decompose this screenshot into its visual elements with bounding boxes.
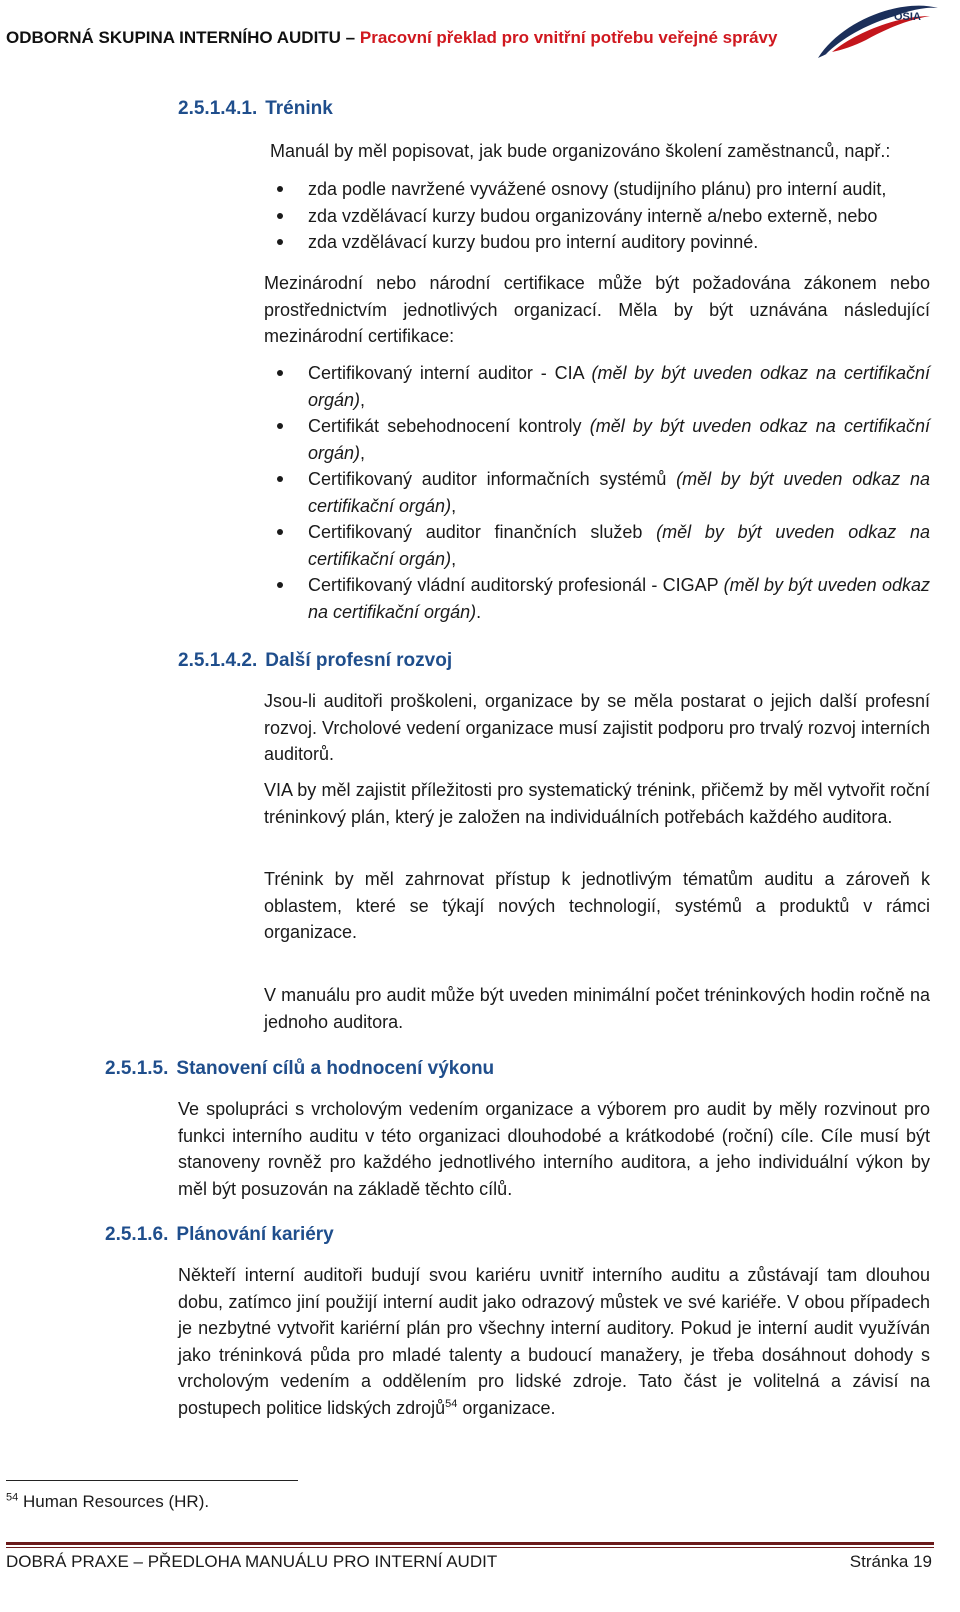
footer-rule: [6, 1542, 934, 1545]
footnote: [6, 1492, 209, 1512]
footer-rule-thin: [6, 1547, 934, 1548]
section-heading: [178, 650, 452, 672]
paragraph: Mezinárodní nebo národní certifikace může být požadována zákonem nebo prostřednictvím jednotlivých organizací. Měla by být uznávána následující mezinárodní certifikace:: [264, 273, 930, 346]
section-heading: [105, 1058, 494, 1080]
footnote-separator: [6, 1480, 298, 1481]
section-number: 2.5.1.6.: [105, 1224, 169, 1245]
page-header: [6, 28, 777, 48]
bullet-list: [268, 176, 930, 256]
footer-title: DOBRÁ PRAXE – PŘEDLOHA MANUÁLU PRO INTERNÍ AUDIT: [6, 1552, 498, 1571]
section-title: Plánování kariéry: [176, 1224, 334, 1245]
section-number: 2.5.1.4.2.: [178, 650, 258, 671]
page-number: Stránka 19: [849, 1552, 932, 1571]
footnote-number: 54: [6, 1491, 19, 1504]
list-item: Certifikát sebehodnocení kontroly (měl by být uveden odkaz na certifikační orgán),: [268, 413, 930, 466]
section-title: Další profesní rozvoj: [265, 650, 453, 671]
paragraph: V manuálu pro audit může být uveden minimální počet tréninkových hodin ročně na jednoho auditora.: [264, 985, 930, 1032]
section-heading: [105, 1224, 334, 1246]
paragraph: Ve spolupráci s vrcholovým vedením organizace a výborem pro audit by měly rozvinout pro funkci interního auditu v této organizaci dlouhodobé a krátkodobé (roční) cíle. Cíle musí být stanoveny rovněž pro každého jednotlivého interního auditora, a jeho individuální výkon by měl být posuzován na základě těchto cílů.: [178, 1099, 930, 1199]
list-item: Certifikovaný vládní auditorský profesionál - CIGAP (měl by být uveden odkaz na certifikační orgán).: [268, 572, 930, 625]
list-item: Certifikovaný interní auditor - CIA (měl by být uveden odkaz na certifikační orgán),: [268, 360, 930, 413]
footnote-ref[interactable]: 54: [445, 1397, 458, 1410]
header-org: ODBORNÁ SKUPINA INTERNÍHO AUDITU –: [6, 28, 356, 47]
footnote-text: Human Resources (HR).: [18, 1492, 210, 1511]
logo-text: OSIA: [894, 11, 921, 23]
section-number: 2.5.1.5.: [105, 1058, 169, 1079]
list-item: Certifikovaný auditor finančních služeb (měl by být uveden odkaz na certifikační orgán),: [268, 519, 930, 572]
paragraph: Někteří interní auditoři budují svou kariéru uvnitř interního auditu a zůstávají tam dlouhou dobu, zatímco jiní použijí interní audit jako odrazový můstek ve své kariéře. V obou případech je nezbytné vytvořit kariérní plán pro všechny interní auditory. Pokud je interní audit využíván jako tréninková půda pro mladé talenty a budoucí manažery, je třeba dosáhnout dohody s vrcholovým vedením a oddělením pro lidské zdroje. Tato část je volitelná a závisí na postupech politice lidských zdrojů$^{54}$ organizace.: [178, 1265, 930, 1418]
section-title: Trénink: [265, 98, 333, 119]
paragraph: Jsou-li auditoři proškoleni, organizace by se měla postarat o jejich další profesní rozvoj. Vrcholové vedení organizace musí zajistit podporu pro trvalý rozvoj interních auditorů.: [264, 691, 930, 764]
header-subtitle: Pracovní překlad pro vnitřní potřebu veřejné správy: [359, 28, 778, 47]
paragraph: Manuál by měl popisovat, jak bude organizováno školení zaměstnanců, např.:: [270, 141, 891, 161]
section-number: 2.5.1.4.1.: [178, 98, 258, 119]
list-item: zda vzdělávací kurzy budou pro interní auditory povinné.: [268, 229, 930, 256]
section-title: Stanovení cílů a hodnocení výkonu: [176, 1058, 495, 1079]
list-item: zda podle navržené vyvážené osnovy (studijního plánu) pro interní audit,: [268, 176, 930, 203]
paragraph: Trénink by měl zahrnovat přístup k jednotlivým tématům auditu a zároveň k oblastem, které se týkají nových technologií, systémů a produktů v rámci organizace.: [264, 869, 930, 942]
list-item: Certifikovaný auditor informačních systémů (měl by být uveden odkaz na certifikační orgán),: [268, 466, 930, 519]
paragraph: VIA by měl zajistit příležitosti pro systematický trénink, přičemž by měl vytvořit roční tréninkový plán, který je založen na individuálních potřebách každého auditora.: [264, 780, 930, 827]
osia-logo: [812, 0, 942, 60]
cert-list: [268, 360, 930, 625]
list-item: zda vzdělávací kurzy budou organizovány interně a/nebo externě, nebo: [268, 203, 930, 230]
section-heading: [178, 98, 333, 120]
